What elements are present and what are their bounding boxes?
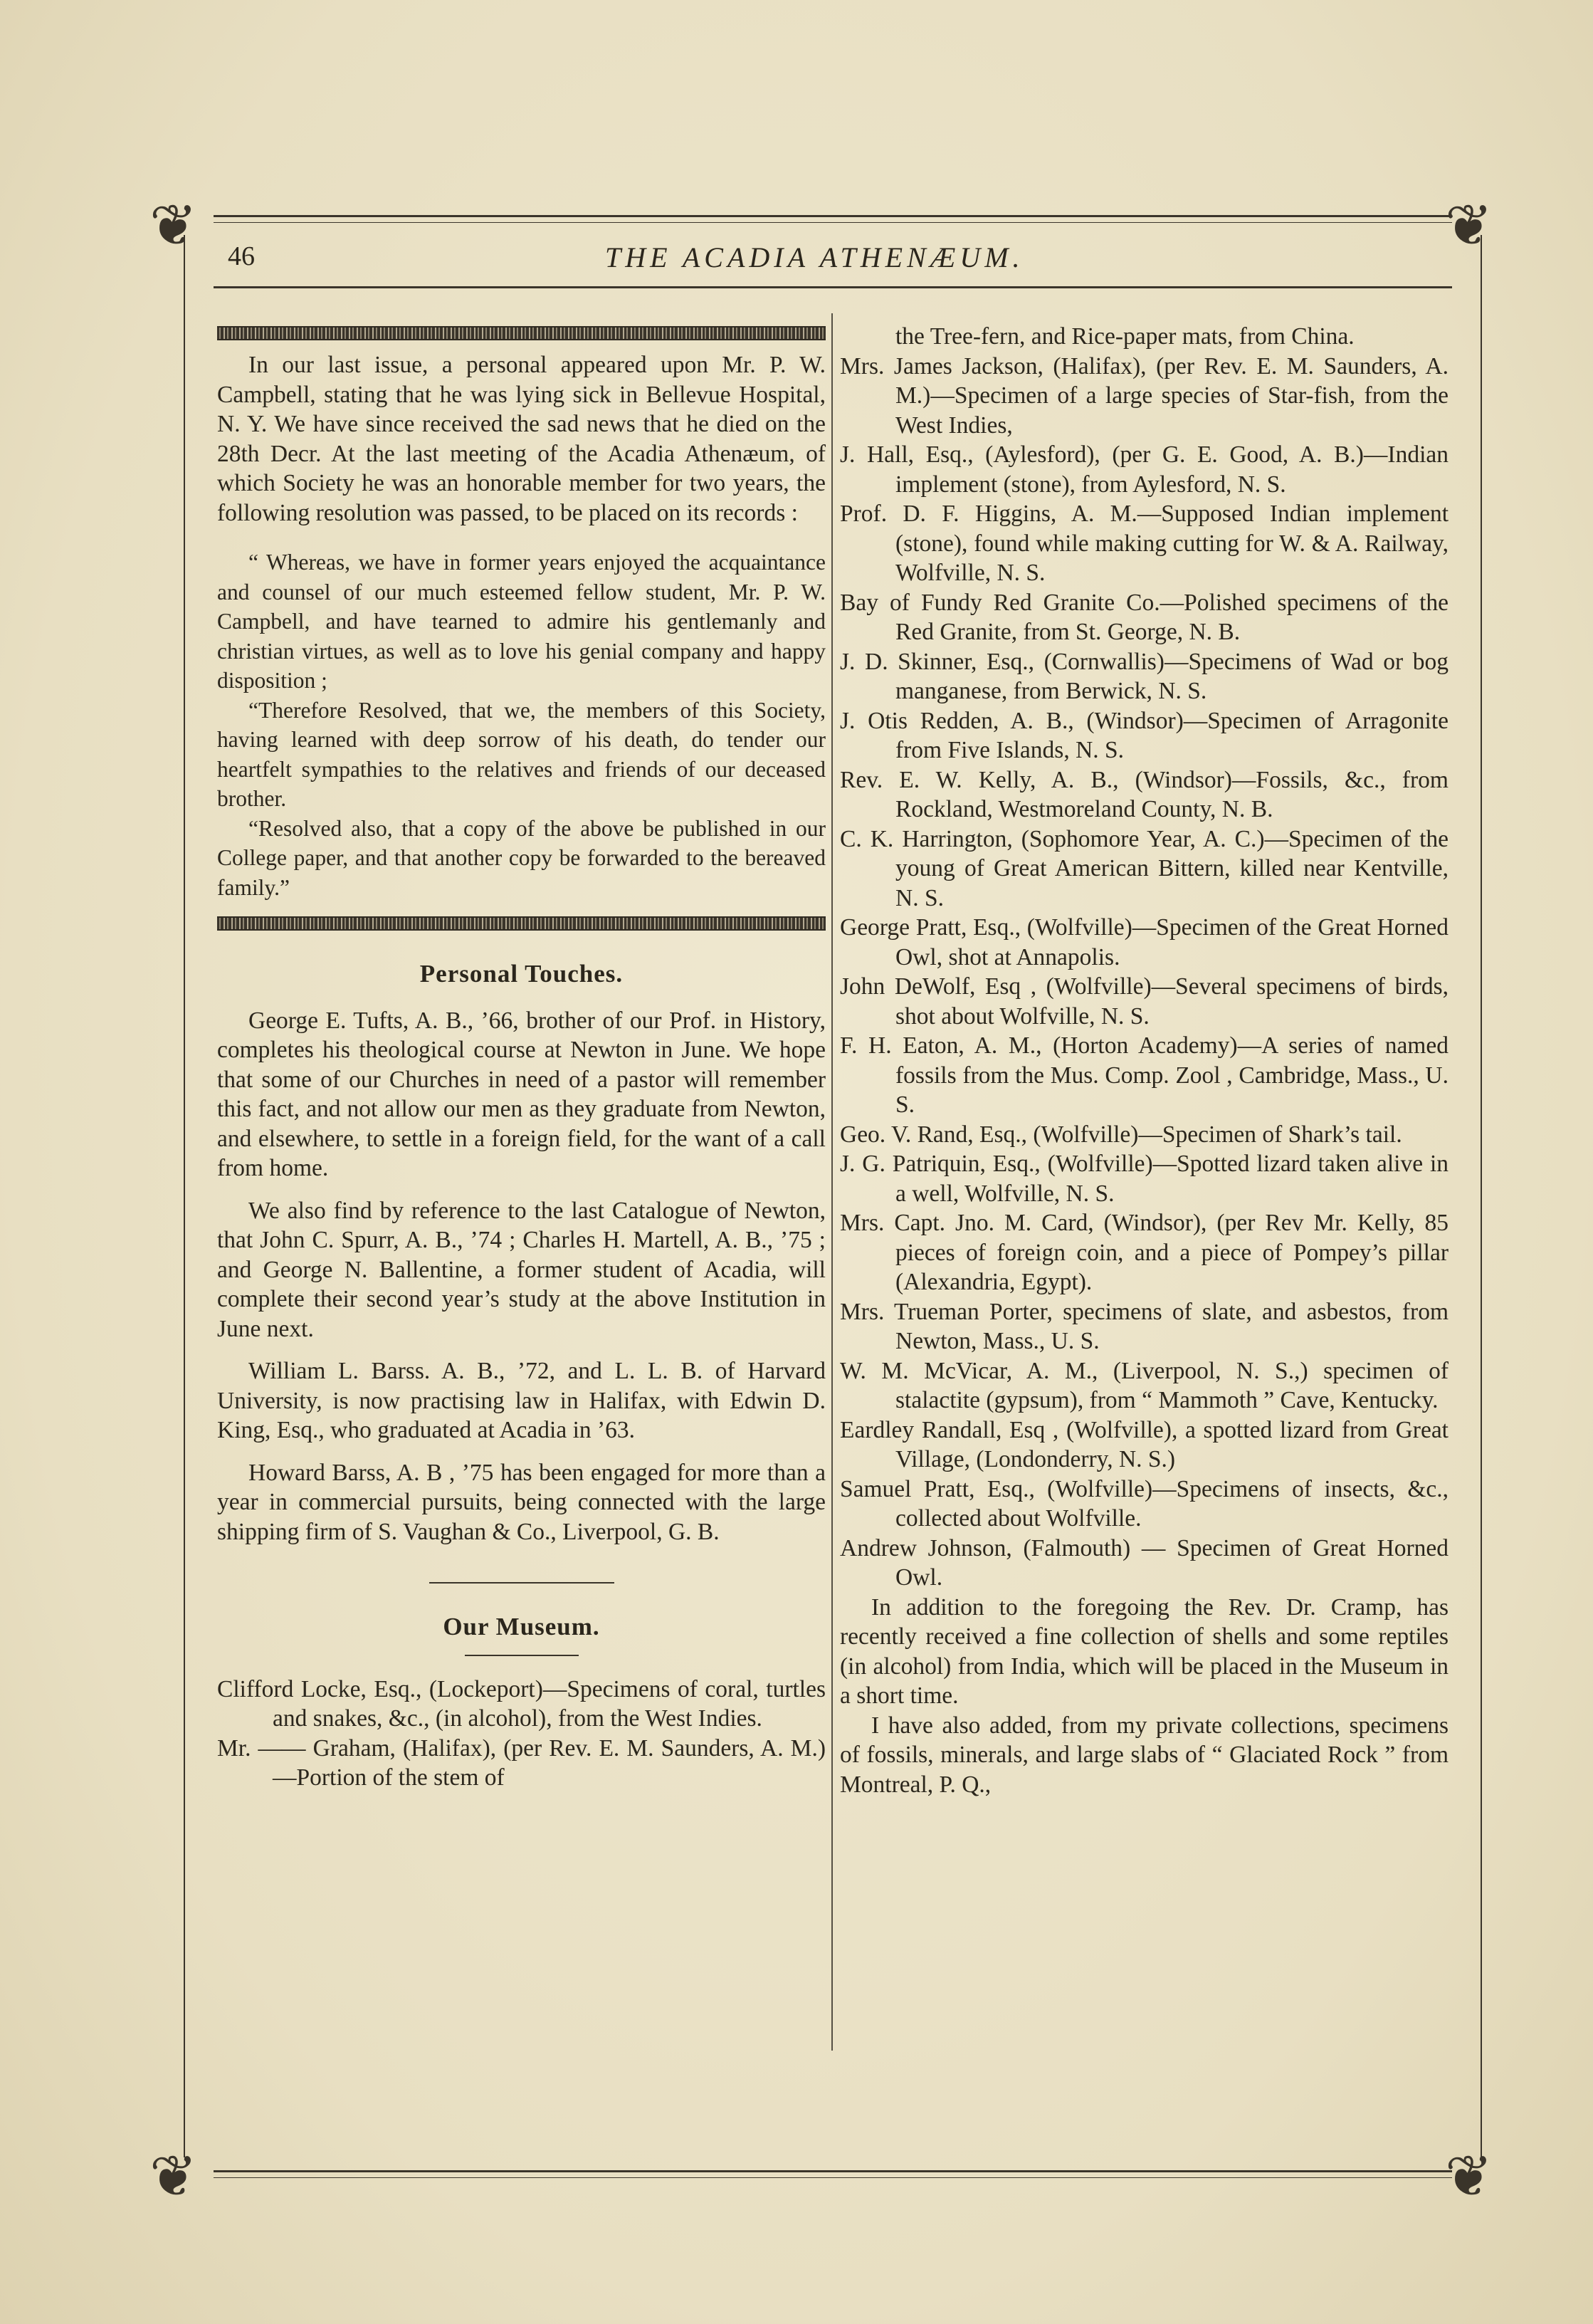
personal-item: William L. Barss. A. B., ’72, and L. L. B. of Harvard University, is now practising law in Halifax, with Edwin D. King, Esq., who graduated at Acadia in ’63. — [217, 1358, 826, 1443]
museum-entry: George Pratt, Esq., (Wolfville)—Specimen of the Great Horned Owl, shot at Annapolis. — [840, 914, 1449, 970]
corner-ornament-top-left-icon: ❦ — [149, 192, 198, 258]
resolution-whereas: “ Whereas, we have in former years enjoyed the acquaintance and counsel of our much esteemed fellow student, Mr. P. W. Campbell, and have tearned to admire his gentlemanly and christian virtues, as well as to love his genial company and happy disposition ; — [217, 550, 826, 693]
column-divider — [831, 313, 833, 2051]
museum-entry: Eardley Randall, Esq , (Wolfville), a spotted lizard from Great Village, (Londonderry, N. S.) — [840, 1416, 1449, 1472]
left-border — [184, 235, 185, 2157]
personal-item: We also find by reference to the last Catalogue of Newton, that John C. Spurr, A. B., ’74 ; Charles H. Martell, A. B., ’75 ; and George N. Ballentine, a former student of Acadia, will complete their second year’s study at the above Institution in June next. — [217, 1197, 826, 1342]
museum-entry: F. H. Eaton, A. M., (Horton Academy)—A series of named fossils from the Mus. Comp. Zool , Cambridge, Mass., U. S. — [840, 1032, 1449, 1118]
museum-entry: Andrew Johnson, (Falmouth) — Specimen of Great Horned Owl. — [840, 1534, 1449, 1591]
closing-paragraph: I have also added, from my private collections, specimens of fossils, minerals, and large slabs of “ Glaciated Rock ” from Montreal, P. Q., — [840, 1712, 1449, 1798]
corner-ornament-bottom-left-icon: ❦ — [149, 2143, 198, 2209]
section-rule — [429, 1582, 614, 1584]
museum-entry: Mrs. Capt. Jno. M. Card, (Windsor), (per Rev Mr. Kelly, 85 pieces of foreign coin, and a piece of Pompey’s pillar (Alexandria, Egypt). — [840, 1210, 1449, 1295]
museum-entry: John DeWolf, Esq , (Wolfville)—Several specimens of birds, shot about Wolfville, N. S. — [840, 973, 1449, 1030]
museum-entry: Mr. —— Graham, (Halifax), (per Rev. E. M. Saunders, A. M.)—Portion of the stem of — [217, 1734, 826, 1791]
museum-entry: W. M. McVicar, A. M., (Liverpool, N. S.,) specimen of stalactite (gypsum), from “ Mammoth ” Cave, Kentucky. — [840, 1357, 1449, 1413]
museum-entry: J. Otis Redden, A. B., (Windsor)—Specimen of Arragonite from Five Islands, N. S. — [840, 707, 1449, 763]
museum-entry: Clifford Locke, Esq., (Lockeport)—Specimens of coral, turtles and snakes, &c., (in alcohol), from the West Indies. — [217, 1675, 826, 1732]
top-rule-inner — [214, 222, 1452, 223]
museum-entry: C. K. Harrington, (Sophomore Year, A. C.)—Specimen of the young of Great American Bittern, killed near Kentville, N. S. — [840, 825, 1449, 911]
page-header — [228, 235, 1452, 278]
corner-ornament-bottom-right-icon: ❦ — [1445, 2143, 1493, 2209]
resolution-also: “Resolved also, that a copy of the above be published in our College paper, and that another copy be forwarded to the bereaved family.” — [217, 815, 826, 900]
left-column — [217, 322, 826, 1793]
museum-entry: Mrs. Trueman Porter, specimens of slate, and asbestos, from Newton, Mass., U. S. — [840, 1298, 1449, 1354]
right-column — [840, 322, 1449, 1799]
personal-item: George E. Tufts, A. B., ’66, brother of our Prof. in History, completes his theological course at Newton in June. We hope that some of our Churches in need of a pastor will remember this fact, and not allow our men as they graduate from Newton, and elsewhere, to settle in a foreign field, for the want of a call from home. — [217, 1007, 826, 1181]
museum-entry: Rev. E. W. Kelly, A. B., (Windsor)—Fossils, &c., from Rockland, Westmoreland County, N. B. — [840, 766, 1449, 822]
right-border — [1481, 235, 1482, 2157]
museum-entry: J. D. Skinner, Esq., (Cornwallis)—Specimens of Wad or bog manganese, from Berwick, N. S. — [840, 648, 1449, 704]
personal-item: Howard Barss, A. B , ’75 has been engaged for more than a year in commercial pursuits, being connected with the large shipping firm of S. Vaughan & Co., Liverpool, G. B. — [217, 1459, 826, 1545]
header-rule — [214, 286, 1452, 288]
closing-paragraph: In addition to the foregoing the Rev. Dr. Cramp, has recently received a fine collection of shells and some reptiles (in alcohol) from India, which will be placed in the Museum in a short time. — [840, 1593, 1449, 1709]
bottom-rule-inner — [214, 2177, 1452, 2178]
top-rule-outer — [214, 215, 1452, 217]
museum-entry: Bay of Fundy Red Granite Co.—Polished specimens of the Red Granite, from St. George, N. B. — [840, 589, 1449, 645]
museum-entry: Geo. V. Rand, Esq., (Wolfville)—Specimen of Shark’s tail. — [840, 1121, 1402, 1148]
ornamental-bar — [217, 326, 826, 340]
section-heading-personal: Personal Touches. — [419, 960, 624, 988]
heading-underline — [465, 1655, 579, 1656]
corner-ornament-top-right-icon: ❦ — [1445, 192, 1493, 258]
museum-entry-continuation: the Tree-fern, and Rice-paper mats, from China. — [895, 323, 1355, 350]
obituary-paragraph: In our last issue, a personal appeared upon Mr. P. W. Campbell, stating that he was lying sick in Bellevue Hospital, N. Y. We have since received the sad news that he died on the 28th Decr. At the last meeting of the Acadia Athenæum, of which Society he was an honorable member for two years, the following resolution was passed, to be placed on its records : — [217, 352, 826, 526]
museum-entry: Samuel Pratt, Esq., (Wolfville)—Specimens of insects, &c., collected about Wolfville. — [840, 1475, 1449, 1532]
section-heading-museum: Our Museum. — [443, 1613, 600, 1640]
resolution-therefore: “Therefore Resolved, that we, the members of this Society, having learned with deep sorrow of his death, do tender our heartfelt sympathies to the relatives and friends of our deceased brother. — [217, 697, 826, 811]
museum-entry: Prof. D. F. Higgins, A. M.—Supposed Indian implement (stone), found while making cutting for W. & A. Railway, Wolfville, N. S. — [840, 501, 1449, 586]
museum-entry: J. G. Patriquin, Esq., (Wolfville)—Spotted lizard taken alive in a well, Wolfville, N. S. — [840, 1151, 1449, 1207]
bottom-rule-outer — [214, 2170, 1452, 2172]
museum-entry: Mrs. James Jackson, (Halifax), (per Rev. E. M. Saunders, A. M.)—Specimen of a large species of Star-fish, from the West Indies, — [840, 352, 1449, 439]
ornamental-bar — [217, 916, 826, 931]
page-number: 46 — [228, 241, 255, 271]
museum-entry: J. Hall, Esq., (Aylesford), (per G. E. Good, A. B.)—Indian implement (stone), from Aylesford, N. S. — [840, 441, 1449, 498]
journal-title: THE ACADIA ATHENÆUM. — [605, 241, 1024, 273]
